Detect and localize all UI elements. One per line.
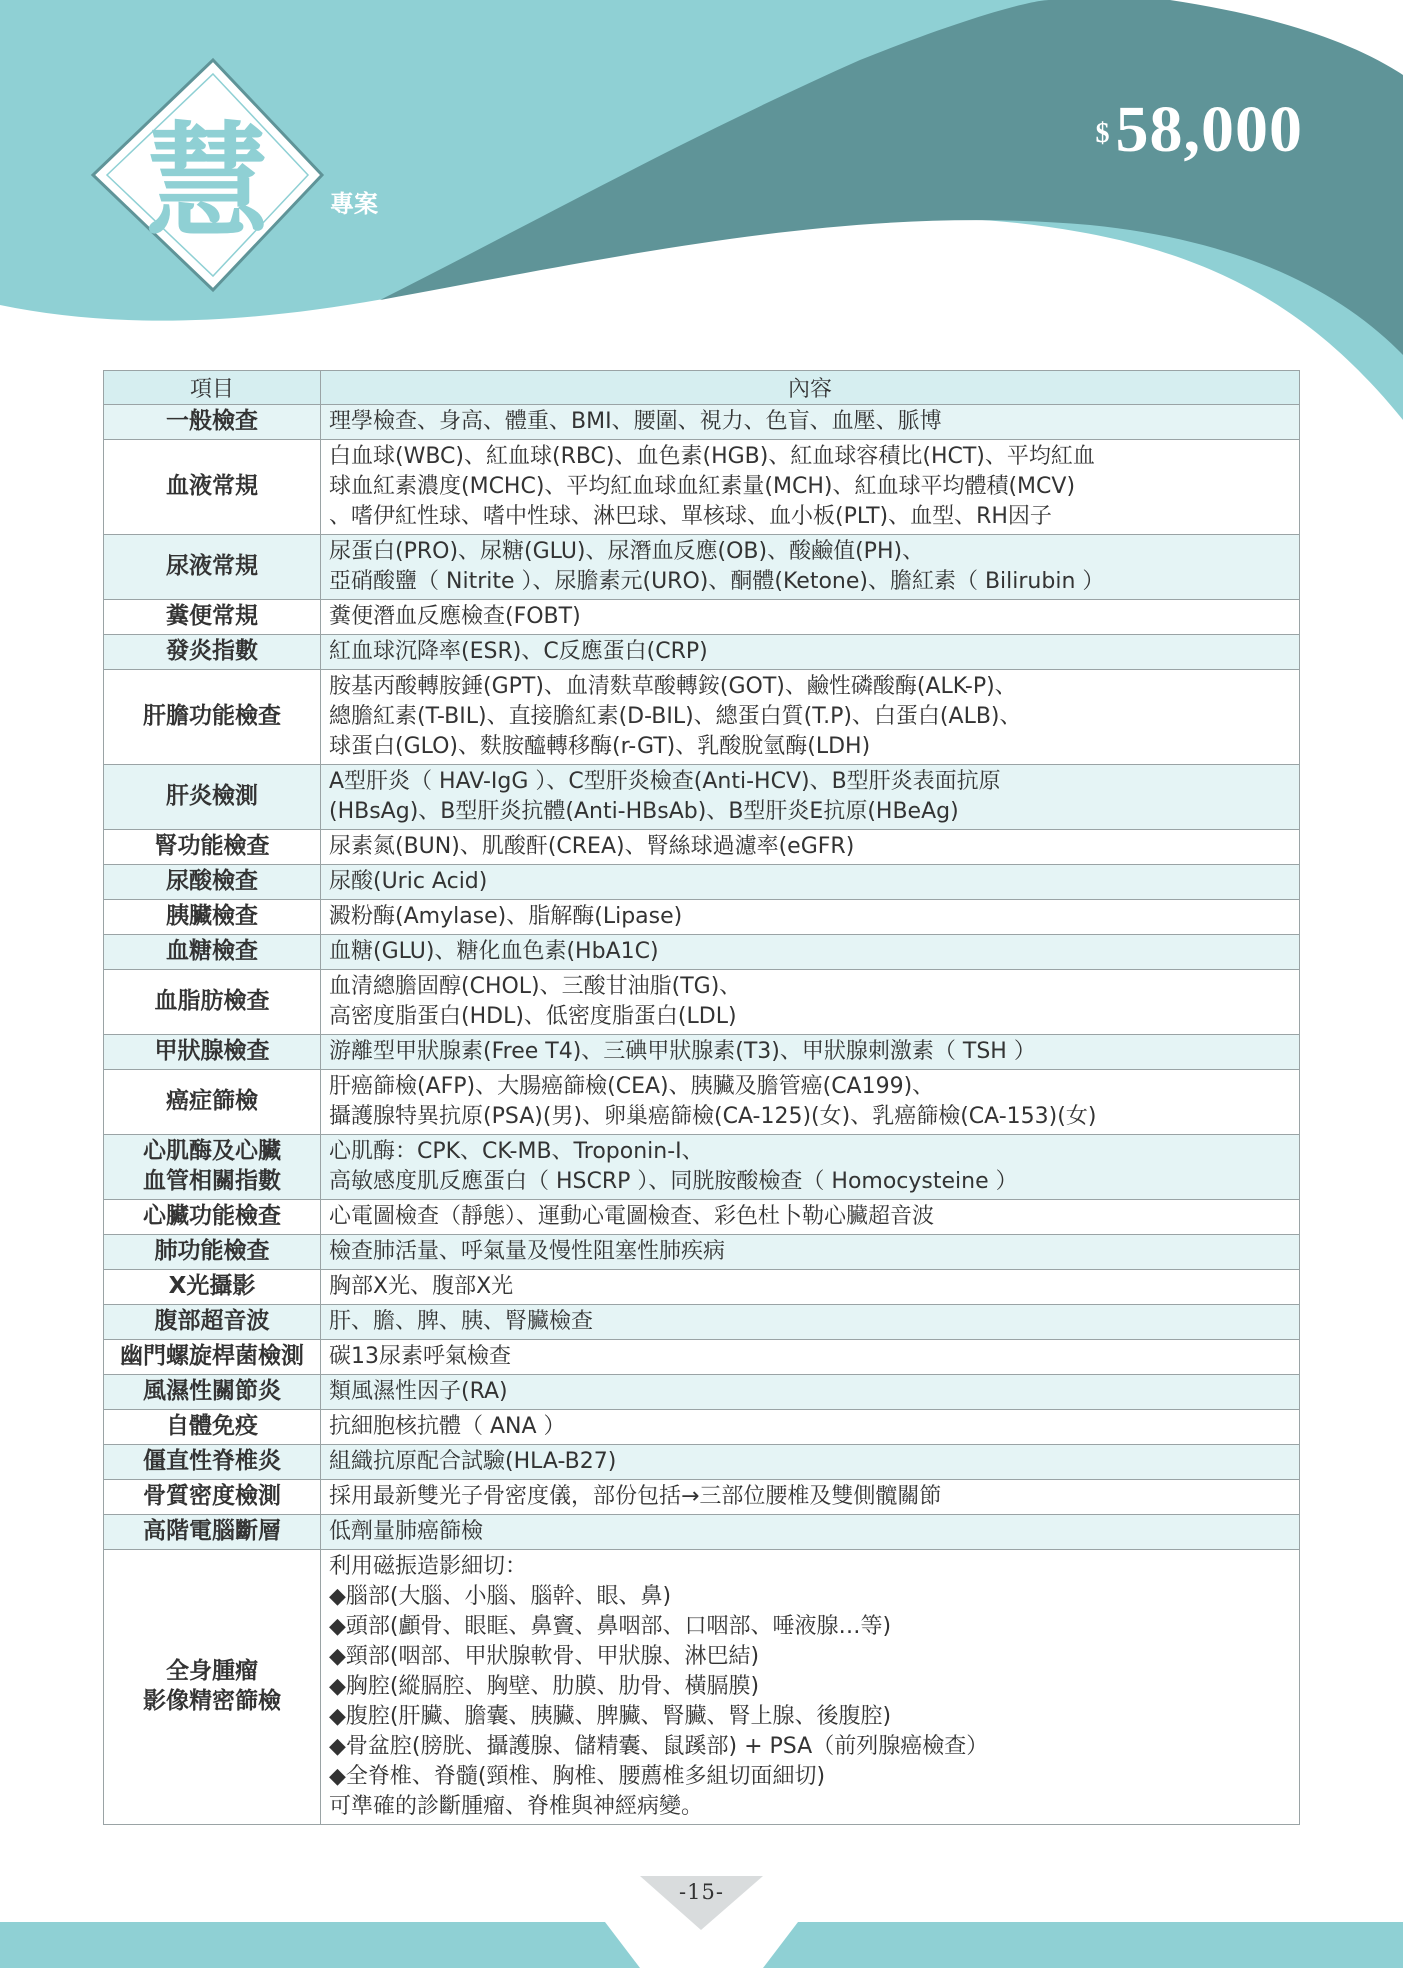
- item-name: [104, 865, 321, 900]
- table-row: [104, 1375, 1300, 1410]
- item-name: [104, 1550, 321, 1825]
- item-name-line: 血脂肪檢查: [154, 988, 270, 1015]
- item-content: [321, 765, 1300, 830]
- item-name-line: 胰臟檢查: [166, 903, 258, 930]
- item-content-line: 白血球(WBC)、紅血球(RBC)、血色素(HGB)、紅血球容積比(HCT)、平均紅血: [329, 444, 1095, 469]
- item-name-line: 骨質密度檢測: [143, 1483, 281, 1510]
- item-content: [321, 935, 1300, 970]
- item-name: [104, 830, 321, 865]
- item-content-line: 低劑量肺癌篩檢: [329, 1519, 484, 1544]
- item-content: [321, 440, 1300, 535]
- item-name-line: 血糖檢查: [166, 938, 258, 965]
- table-row: [104, 535, 1300, 600]
- table-row: [104, 1270, 1300, 1305]
- table-row: [104, 1340, 1300, 1375]
- item-content-line: 採用最新雙光子骨密度儀，部份包括→三部位腰椎及雙側髖關節: [329, 1484, 942, 1509]
- page-number: -15-: [679, 1880, 724, 1904]
- item-content-line: 攝護腺特異抗原(PSA)(男)、卵巢癌篩檢(CA-125)(女)、乳癌篩檢(CA-153)(女): [329, 1104, 1097, 1129]
- item-name-line: 腎功能檢查: [154, 833, 270, 860]
- item-content-line: 亞硝酸鹽（ Nitrite ）、尿膽素元(URO)、酮體(Ketone)、膽紅素（ Bilirubin ）: [329, 569, 1105, 594]
- item-content: [321, 1445, 1300, 1480]
- item-content-line: 抗細胞核抗體（ ANA ）: [329, 1414, 566, 1439]
- table-row: [104, 1200, 1300, 1235]
- item-name-line: 風濕性關節炎: [143, 1378, 281, 1405]
- item-content: [321, 1480, 1300, 1515]
- item-name: [104, 1235, 321, 1270]
- item-name-line: 心臟功能檢查: [143, 1203, 281, 1230]
- item-content-line: 利用磁振造影細切：: [329, 1554, 528, 1579]
- item-name-line: 高階電腦斷層: [143, 1518, 281, 1545]
- table-row: [104, 1515, 1300, 1550]
- table-row: [104, 1480, 1300, 1515]
- item-name: [104, 900, 321, 935]
- item-name-line: 癌症篩檢: [166, 1088, 258, 1115]
- item-content-line: 尿酸(Uric Acid): [329, 869, 488, 894]
- item-name-line: 自體免疫: [166, 1413, 258, 1440]
- item-name: [104, 635, 321, 670]
- item-name-line: 全身腫瘤: [166, 1658, 258, 1685]
- item-content-line: ◆頸部(咽部、甲狀腺軟骨、甲狀腺、淋巴結): [329, 1644, 760, 1669]
- item-name: [104, 1375, 321, 1410]
- item-name-line: 血管相關指數: [143, 1168, 281, 1194]
- table-row: [104, 1070, 1300, 1135]
- table-row: [104, 865, 1300, 900]
- item-name: [104, 1135, 321, 1200]
- item-content-line: 肝、膽、脾、胰、腎臟檢查: [329, 1309, 594, 1334]
- item-name: [104, 600, 321, 635]
- table-row: [104, 900, 1300, 935]
- table-row: [104, 1550, 1300, 1825]
- item-content-line: 檢查肺活量、呼氣量及慢性阻塞性肺疾病: [329, 1239, 726, 1264]
- item-content: [321, 405, 1300, 440]
- item-content: [321, 1515, 1300, 1550]
- logo-character: 慧: [145, 110, 270, 255]
- item-content-line: 可準確的診斷腫瘤、脊椎與神經病變。: [329, 1794, 704, 1819]
- item-content: [321, 1375, 1300, 1410]
- item-name: [104, 1340, 321, 1375]
- item-content-line: 總膽紅素(T-BIL)、直接膽紅素(D-BIL)、總蛋白質(T.P)、白蛋白(ALB)、: [329, 704, 1022, 729]
- item-content-line: ◆胸腔(縱膈腔、胸壁、肋膜、肋骨、橫膈膜): [329, 1674, 760, 1699]
- item-content-line: 心肌酶：CPK、CK-MB、Troponin-I、: [329, 1139, 704, 1164]
- price-currency: $: [1095, 118, 1110, 149]
- item-content-line: 血清總膽固醇(CHOL)、三酸甘油脂(TG)、: [329, 974, 742, 999]
- item-content: [321, 830, 1300, 865]
- item-name: [104, 935, 321, 970]
- table-row: [104, 635, 1300, 670]
- item-content-line: 類風濕性因子(RA): [329, 1379, 508, 1404]
- item-name-line: 影像精密篩檢: [143, 1688, 281, 1714]
- item-content-line: 心電圖檢查（靜態）、運動心電圖檢查、彩色杜卜勒心臟超音波: [329, 1204, 935, 1229]
- item-content-line: 肝癌篩檢(AFP)、大腸癌篩檢(CEA)、胰臟及膽管癌(CA199)、: [329, 1074, 935, 1099]
- item-content-line: A型肝炎（ HAV-IgG ）、C型肝炎檢查(Anti-HCV)、B型肝炎表面抗原: [329, 769, 1001, 794]
- item-content: [321, 1270, 1300, 1305]
- table-row: [104, 830, 1300, 865]
- item-content-line: 高密度脂蛋白(HDL)、低密度脂蛋白(LDL): [329, 1004, 737, 1029]
- item-content-line: 組織抗原配合試驗(HLA-B27): [329, 1449, 617, 1474]
- table-row: [104, 1410, 1300, 1445]
- item-content-line: ◆腦部(大腦、小腦、腦幹、眼、鼻): [329, 1584, 672, 1609]
- table-body: [104, 405, 1300, 1825]
- item-content-line: 、嗜伊紅性球、嗜中性球、淋巴球、單核球、血小板(PLT)、血型、RH因子: [329, 504, 1052, 529]
- item-name-line: 一般檢查: [166, 408, 258, 435]
- table-row: [104, 405, 1300, 440]
- item-content: [321, 1550, 1300, 1825]
- table-row: [104, 1445, 1300, 1480]
- item-content: [321, 1410, 1300, 1445]
- item-content: [321, 900, 1300, 935]
- item-content: [321, 865, 1300, 900]
- item-content: [321, 600, 1300, 635]
- item-name-line: 幽門螺旋桿菌檢測: [120, 1343, 304, 1370]
- item-content: [321, 1200, 1300, 1235]
- item-name-line: 尿酸檢查: [166, 868, 258, 895]
- table-row: [104, 1235, 1300, 1270]
- item-name-line: 尿液常規: [166, 553, 258, 580]
- item-name: [104, 765, 321, 830]
- item-content: [321, 1135, 1300, 1200]
- item-name: [104, 670, 321, 765]
- item-content-line: 血糖(GLU)、糖化血色素(HbA1C): [329, 939, 659, 964]
- table-row: [104, 1035, 1300, 1070]
- column-header-item: 項目: [104, 371, 321, 405]
- item-content-line: 澱粉酶(Amylase)、脂解酶(Lipase): [329, 904, 683, 929]
- checkup-items-table: [103, 370, 1300, 1825]
- item-name-line: 肺功能檢查: [154, 1238, 270, 1265]
- item-name: [104, 1305, 321, 1340]
- item-content: [321, 670, 1300, 765]
- item-content-line: ◆腹腔(肝臟、膽囊、胰臟、脾臟、腎臟、腎上腺、後腹腔): [329, 1704, 892, 1729]
- item-name: [104, 1070, 321, 1135]
- item-content: [321, 1035, 1300, 1070]
- item-content-line: ◆骨盆腔(膀胱、攝護腺、儲精囊、鼠蹊部) + PSA（前列腺癌檢查）: [329, 1734, 989, 1759]
- item-content-line: 胸部X光、腹部X光: [329, 1274, 514, 1299]
- item-name-line: 血液常規: [166, 473, 258, 500]
- item-name-line: 心肌酶及心臟: [143, 1138, 281, 1165]
- item-name: [104, 1200, 321, 1235]
- table-row: [104, 600, 1300, 635]
- item-content: [321, 535, 1300, 600]
- item-content: [321, 635, 1300, 670]
- item-name-line: X光攝影: [168, 1273, 256, 1300]
- item-content-line: 理學檢查、身高、體重、BMI、腰圍、視力、色盲、血壓、脈博: [329, 409, 942, 434]
- price: [1096, 92, 1304, 168]
- item-name-line: 糞便常規: [166, 603, 258, 630]
- item-name: [104, 405, 321, 440]
- item-content-line: 碳13尿素呼氣檢查: [329, 1344, 511, 1369]
- item-content-line: 糞便潛血反應檢查(FOBT): [329, 604, 581, 629]
- item-name: [104, 535, 321, 600]
- item-content: [321, 1070, 1300, 1135]
- item-name: [104, 1445, 321, 1480]
- item-content: [321, 1235, 1300, 1270]
- item-name: [104, 440, 321, 535]
- column-header-content: 內容: [321, 371, 1300, 405]
- footer-band-left: [0, 1922, 640, 1968]
- table-row: [104, 970, 1300, 1035]
- item-content-line: 尿蛋白(PRO)、尿糖(GLU)、尿潛血反應(OB)、酸鹼值(PH)、: [329, 539, 925, 564]
- item-name-line: 僵直性脊椎炎: [143, 1448, 281, 1475]
- footer-band-right: [763, 1922, 1403, 1968]
- item-content-line: (HBsAg)、B型肝炎抗體(Anti-HBsAb)、B型肝炎E抗原(HBeAg): [329, 799, 959, 824]
- table-row: [104, 1135, 1300, 1200]
- table-row: [104, 440, 1300, 535]
- item-content: [321, 970, 1300, 1035]
- item-content-line: 胺基丙酸轉胺錘(GPT)、血清麩草酸轉銨(GOT)、鹼性磷酸酶(ALK-P)、: [329, 674, 1017, 699]
- item-name-line: 甲狀腺檢查: [154, 1038, 270, 1065]
- item-content-line: 游離型甲狀腺素(Free T4)、三碘甲狀腺素(T3)、甲狀腺刺激素（ TSH ）: [329, 1039, 1036, 1064]
- item-content-line: 尿素氮(BUN)、肌酸酐(CREA)、腎絲球過濾率(eGFR): [329, 834, 855, 859]
- item-content-line: 紅血球沉降率(ESR)、C反應蛋白(CRP): [329, 639, 708, 664]
- item-content: [321, 1340, 1300, 1375]
- item-content-line: ◆頭部(顱骨、眼眶、鼻竇、鼻咽部、口咽部、唾液腺…等): [329, 1614, 892, 1639]
- table-row: [104, 935, 1300, 970]
- item-name-line: 發炎指數: [166, 638, 258, 665]
- price-amount: 58,000: [1115, 93, 1303, 166]
- item-content: [321, 1305, 1300, 1340]
- plan-label: 專案: [330, 189, 378, 218]
- table-row: [104, 765, 1300, 830]
- table-row: [104, 670, 1300, 765]
- item-name: [104, 1270, 321, 1305]
- table-header-row: [104, 371, 1300, 405]
- item-content-line: ◆全脊椎、脊髓(頸椎、胸椎、腰薦椎多組切面細切): [329, 1764, 826, 1789]
- item-name: [104, 1410, 321, 1445]
- item-content-line: 高敏感度肌反應蛋白（ HSCRP ）、同胱胺酸檢查（ Homocysteine ）: [329, 1169, 1018, 1194]
- item-content-line: 球蛋白(GLO)、麩胺醯轉移酶(r-GT)、乳酸脫氫酶(LDH): [329, 734, 871, 759]
- item-name: [104, 1480, 321, 1515]
- item-name: [104, 1035, 321, 1070]
- item-content-line: 球血紅素濃度(MCHC)、平均紅血球血紅素量(MCH)、紅血球平均體積(MCV): [329, 474, 1076, 499]
- item-name: [104, 1515, 321, 1550]
- item-name-line: 腹部超音波: [154, 1308, 270, 1335]
- table-row: [104, 1305, 1300, 1340]
- item-name-line: 肝膽功能檢查: [143, 703, 281, 730]
- item-name-line: 肝炎檢測: [166, 783, 258, 810]
- item-name: [104, 970, 321, 1035]
